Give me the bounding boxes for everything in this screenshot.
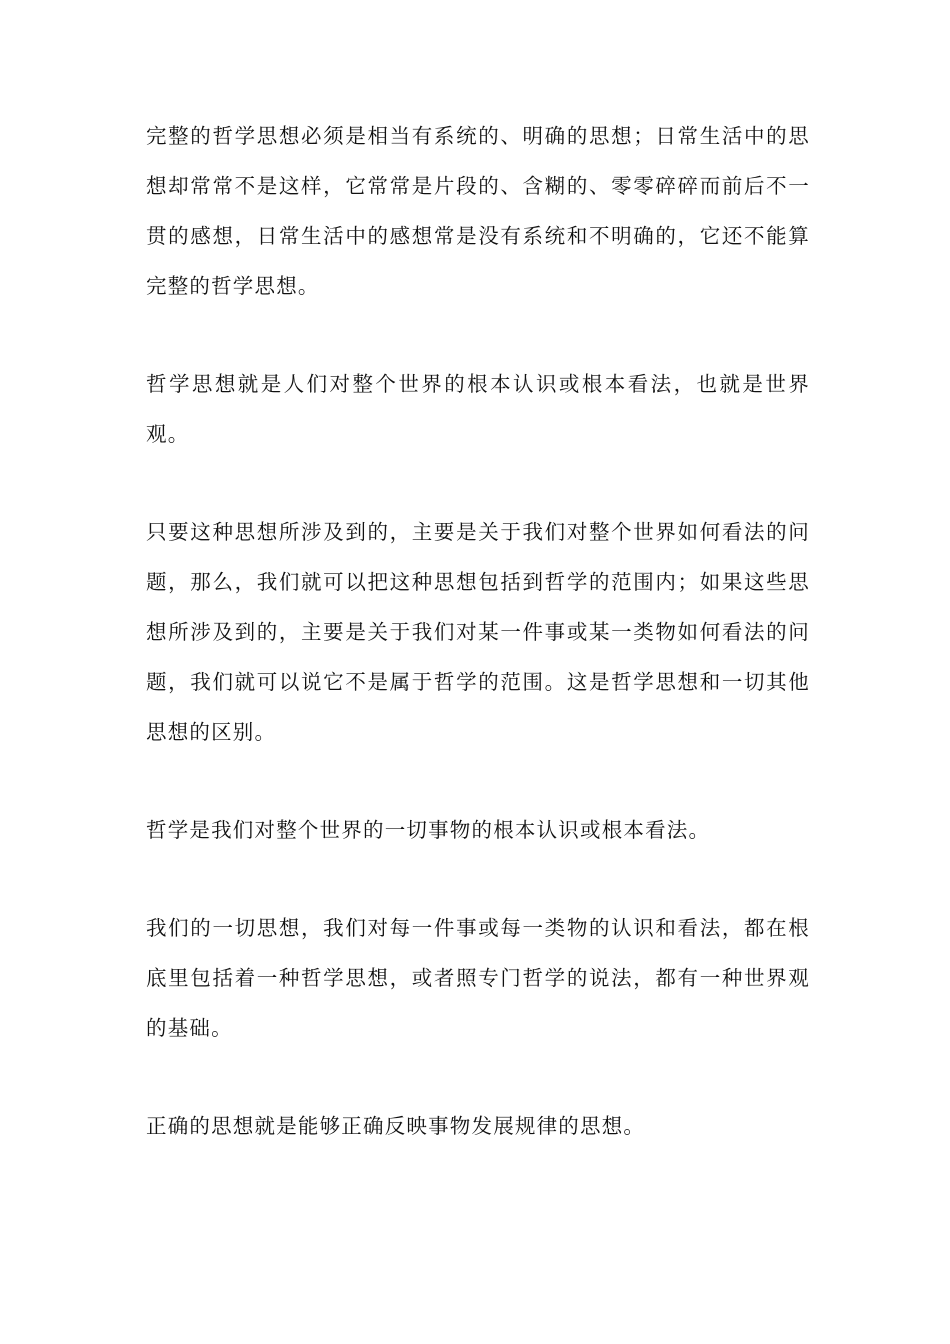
paragraph-3: 只要这种思想所涉及到的，主要是关于我们对整个世界如何看法的问题，那么，我们就可以把这种思想包括到哲学的范围内；如果这些思想所涉及到的，主要是关于我们对某一件事或某一类物如何看法的问题，我们就可以说它不是属于哲学的范围。这是哲学思想和一切其他思想的区别。 <box>146 520 810 744</box>
paragraph-2: 哲学思想就是人们对整个世界的根本认识或根本看法，也就是世界观。 <box>146 372 810 446</box>
paragraph-5: 我们的一切思想，我们对每一件事或每一类物的认识和看法，都在根底里包括着一种哲学思想，或者照专门哲学的说法，都有一种世界观的基础。 <box>146 916 810 1040</box>
paragraph-1: 完整的哲学思想必须是相当有系统的、明确的思想；日常生活中的思想却常常不是这样，它常常是片段的、含糊的、零零碎碎而前后不一贯的感想，日常生活中的感想常是没有系统和不明确的，它还不能算完整的哲学思想。 <box>146 124 810 298</box>
document-body <box>146 111 810 1151</box>
paragraph-6: 正确的思想就是能够正确反映事物发展规律的思想。 <box>146 1114 646 1138</box>
paragraph-4: 哲学是我们对整个世界的一切事物的根本认识或根本看法。 <box>146 818 711 842</box>
